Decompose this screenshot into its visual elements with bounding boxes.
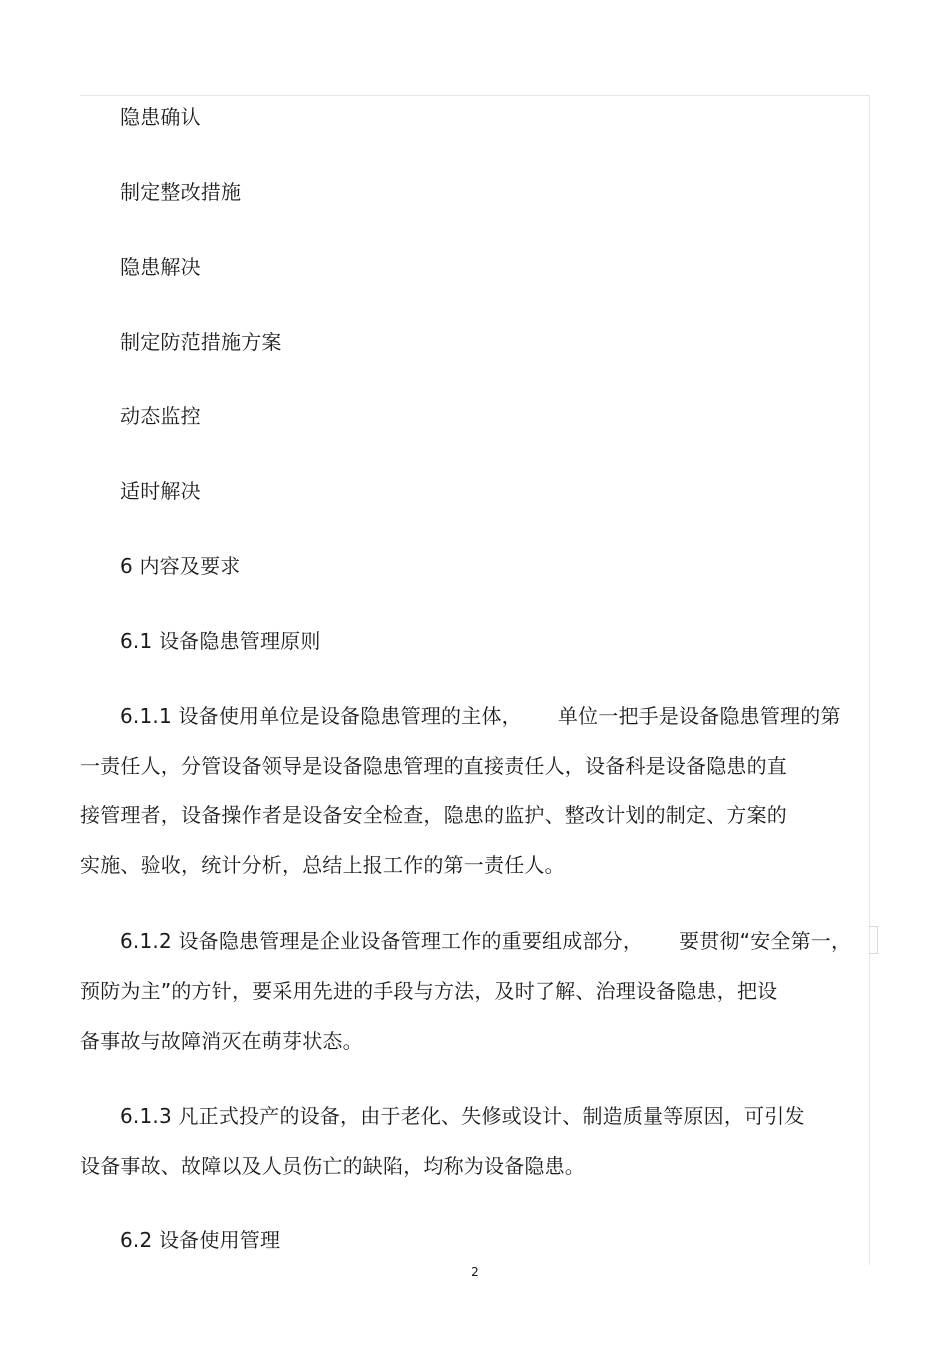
paragraph-line: 备事故与故障消灭在萌芽状态。	[80, 1029, 363, 1053]
page-number: 2	[471, 1265, 479, 1279]
flow-step-3: 隐患解决	[120, 255, 201, 279]
paragraph-line: 预防为主”的方针，要采用先进的手段与方法，及时了解、治理设备隐患，把设	[80, 979, 778, 1003]
flow-step-1: 隐患确认	[120, 105, 201, 129]
clause-text: 6.1.2 设备隐患管理是企业设备管理工作的重要组成部分，	[120, 929, 644, 953]
subsection-heading: 6.1 设备隐患管理原则	[120, 629, 321, 653]
flow-step-4: 制定防范措施方案	[120, 330, 282, 354]
paragraph-line: 实施、验收，统计分析，总结上报工作的第一责任人。	[80, 853, 565, 877]
flow-step-2: 制定整改措施	[120, 180, 242, 204]
clause-text: 6.1.1 设备使用单位是设备隐患管理的主体，	[120, 704, 522, 728]
paragraph-line	[120, 702, 841, 730]
subsection-heading: 6.2 设备使用管理	[120, 1228, 281, 1252]
margin-mark	[869, 926, 878, 954]
page-frame-top-border	[80, 95, 870, 96]
flow-step-5: 动态监控	[120, 404, 201, 428]
clause-text: 单位一把手是设备隐患管理的第	[557, 704, 841, 728]
clause-text: 要贯彻“安全第一，	[679, 929, 852, 953]
paragraph-line: 设备事故、故障以及人员伤亡的缺陷，均称为设备隐患。	[80, 1154, 585, 1178]
flow-step-6: 适时解决	[120, 479, 201, 503]
paragraph-line: 接管理者，设备操作者是设备安全检查，隐患的监护、整改计划的制定、方案的	[80, 803, 787, 827]
page-frame-right-border	[869, 95, 870, 1265]
paragraph-line: 6.1.3 凡正式投产的设备，由于老化、失修或设计、制造质量等原因，可引发	[120, 1104, 805, 1128]
paragraph-line	[120, 927, 851, 955]
section-heading: 6 内容及要求	[120, 554, 241, 578]
paragraph-line: 一责任人，分管设备领导是设备隐患管理的直接责任人，设备科是设备隐患的直	[80, 754, 787, 778]
